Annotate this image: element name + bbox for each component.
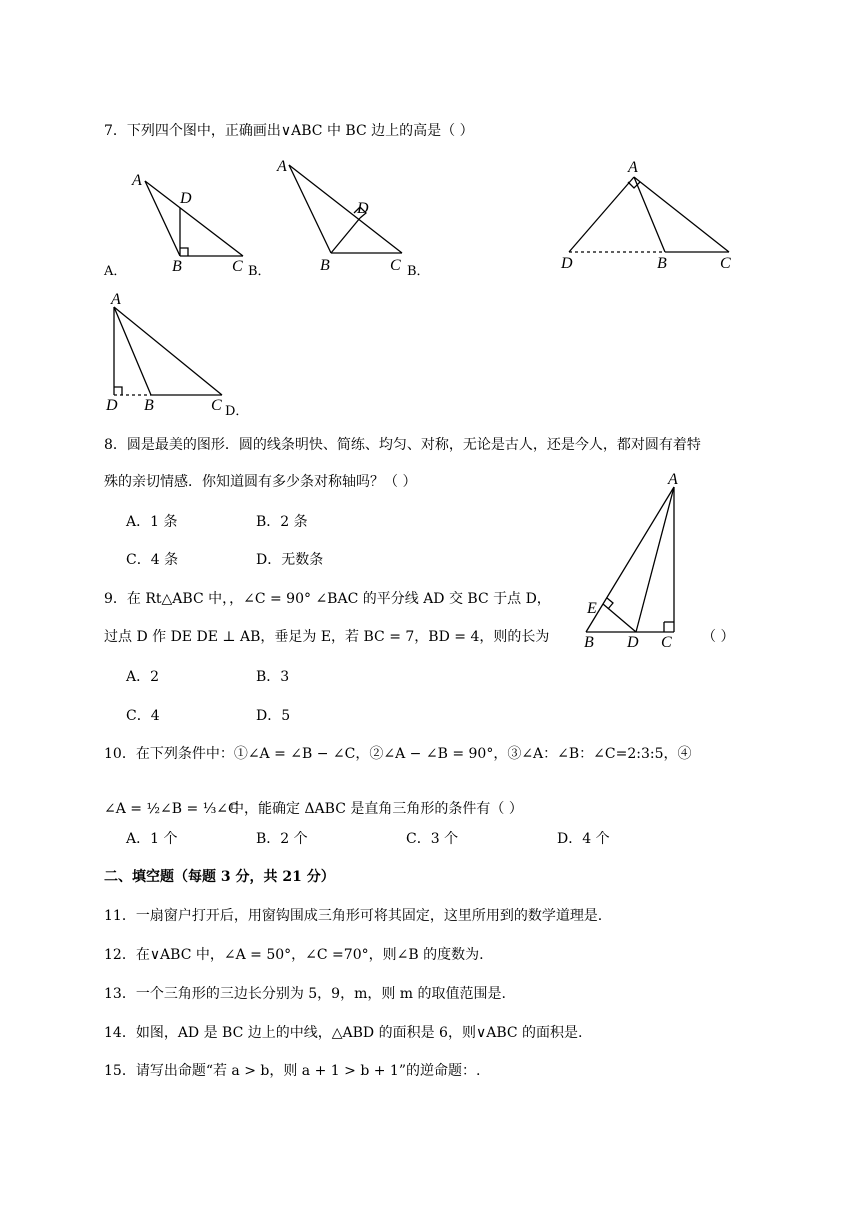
q8-line2: 殊的亲切情感．你知道圆有多少条对称轴吗？（ ） bbox=[104, 474, 417, 490]
q7-option-b: B． bbox=[407, 264, 430, 279]
q14: 14．如图，AD 是 BC 边上的中线，△ABD 的面积是 6，则∨ABC 的面积是. bbox=[104, 1025, 583, 1041]
q8-line1: 8．圆是最美的图形．圆的线条明快、简练、均匀、对称，无论是古人，还是今人，都对圆有着特 bbox=[104, 437, 701, 453]
section-2-heading: 二、填空题（每题 3 分，共 21 分） bbox=[104, 869, 335, 885]
q9-line2: 过点 D 作 DE DE ⊥ AB，垂足为 E，若 BC = 7，BD = 4，则的长为 bbox=[104, 629, 550, 645]
q9-fig-label-b: B bbox=[584, 634, 594, 651]
q10-option-c: C．3 个 bbox=[406, 831, 459, 847]
q15: 15．请写出命题“若 a > b，则 a + 1 > b + 1”的逆命题：. bbox=[104, 1063, 481, 1079]
fig-d-label-a: A bbox=[111, 291, 121, 308]
q8-option-b: B．2 条 bbox=[256, 514, 308, 530]
q8-option-a: A．1 条 bbox=[126, 514, 178, 530]
fig-c-label-b: B bbox=[657, 255, 667, 272]
q10-option-a: A．1 个 bbox=[126, 831, 178, 847]
q7-option-a: A． bbox=[104, 264, 127, 279]
q9-option-d: D．5 bbox=[256, 708, 291, 724]
q10-option-b: B．2 个 bbox=[256, 831, 308, 847]
q9-fig-label-d: D bbox=[627, 634, 639, 651]
fig-a-label-a: A bbox=[132, 172, 142, 189]
fig-b-label-c: C bbox=[390, 257, 401, 274]
fig-c-label-c: C bbox=[720, 255, 731, 272]
q12: 12．在∨ABC 中，∠A = 50°，∠C =70°，则∠B 的度数为. bbox=[104, 947, 484, 963]
q9-fig-label-e: E bbox=[587, 600, 597, 617]
fig-a-label-d: D bbox=[180, 190, 192, 207]
q13: 13．一个三角形的三边长分别为 5，9，m，则 m 的取值范围是. bbox=[104, 986, 506, 1002]
q9-option-a: A．2 bbox=[126, 669, 160, 685]
q7-stem: 7．下列四个图中，正确画出∨ABC 中 BC 边上的高是（ ） bbox=[104, 123, 474, 139]
fig-d-label-d: D bbox=[106, 397, 118, 414]
fig-a-label-c: C bbox=[232, 258, 243, 275]
q9-option-c: C．4 bbox=[126, 708, 160, 724]
q9-option-b: B．3 bbox=[256, 669, 290, 685]
fig-a-label-b: B bbox=[172, 258, 182, 275]
fig-b-label-d: D bbox=[357, 200, 369, 217]
q10-line1: 10．在下列条件中：①∠A = ∠B − ∠C，②∠A − ∠B = 90°，③∠A：∠B：∠C=2:3:5，④ bbox=[104, 746, 692, 762]
fig-d-label-b: B bbox=[144, 397, 154, 414]
q8-option-c: C．4 条 bbox=[126, 552, 179, 568]
q9-line1: 9．在 Rt△ABC 中，，∠C = 90° ∠BAC 的平分线 AD 交 BC 于点 D， bbox=[104, 591, 551, 607]
q9-fig-label-c: C bbox=[661, 634, 672, 651]
fig-b-label-a: A bbox=[277, 158, 287, 175]
q10-option-d: D．4 个 bbox=[557, 831, 610, 847]
q9-paren: （ ） bbox=[702, 629, 735, 645]
fig-c-label-d: D bbox=[561, 255, 573, 272]
q9-fig-label-a: A bbox=[668, 471, 678, 488]
fig-b-label-b: B bbox=[320, 257, 330, 274]
q7-option-d: D． bbox=[225, 404, 249, 419]
fig-d-label-c: C bbox=[211, 397, 222, 414]
q10-line2: 中，能确定 ΔABC 是直角三角形的条件有（ ） bbox=[230, 801, 523, 817]
q7-option-b-marker: B． bbox=[248, 264, 271, 279]
fig-c-label-a: A bbox=[628, 159, 638, 176]
q8-option-d: D．无数条 bbox=[256, 552, 324, 568]
q11: 11．一扇窗户打开后，用窗钩围成三角形可将其固定，这里所用到的数学道理是. bbox=[104, 908, 603, 924]
q10-formula: ∠A = ½∠B = ⅓∠C bbox=[104, 801, 239, 817]
